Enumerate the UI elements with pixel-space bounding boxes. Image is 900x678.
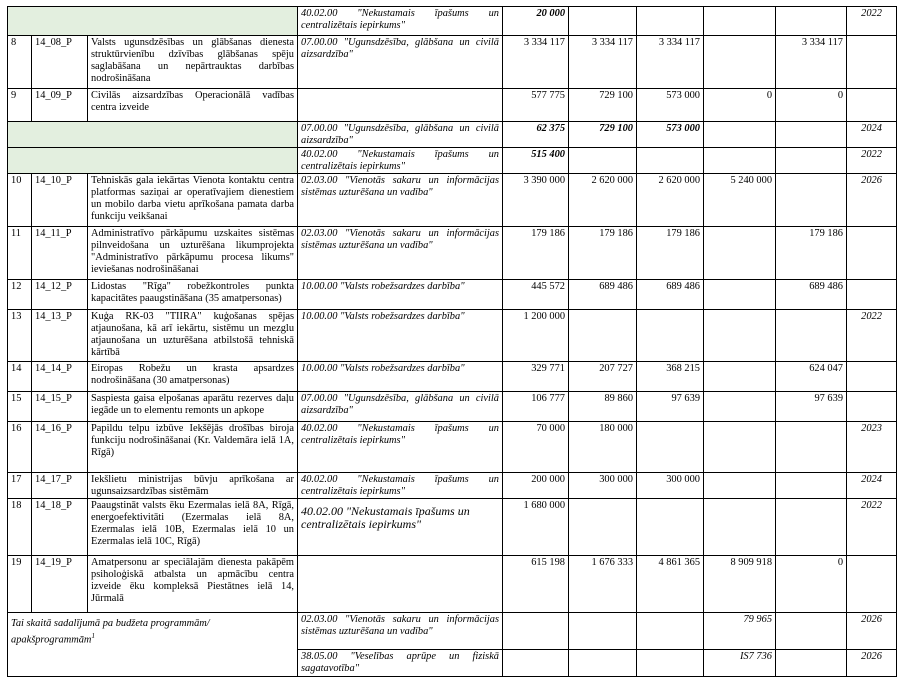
- program-cell: 07.00.00 "Ugunsdzēsība, glābšana un civilā aizsardzība": [298, 36, 503, 89]
- table-row: [8, 556, 897, 613]
- program-cell: 40.02.00 "Nekustamais īpašums un centralizētais iepirkums": [298, 148, 503, 174]
- value-cell: [776, 148, 847, 174]
- value-cell: [776, 310, 847, 362]
- row-number: 8: [8, 36, 32, 89]
- table-row: [8, 227, 897, 280]
- program-cell: 02.03.00 "Vienotās sakaru un informācijas sistēmas uzturēšana un vadība": [298, 174, 503, 227]
- table-subrow: [8, 122, 897, 148]
- program-cell: [298, 556, 503, 613]
- measure-code: 14_14_P: [32, 362, 88, 392]
- value-cell: 8 909 918: [704, 556, 776, 613]
- program-cell: 40.02.00 "Nekustamais īpašums un centralizētais iepirkums": [298, 422, 503, 473]
- table-row: [8, 473, 897, 499]
- value-cell: [569, 499, 637, 556]
- year-cell: 2024: [847, 473, 897, 499]
- measure-name: Valsts ugunsdzēsības un glābšanas dienesta struktūrvienību dzīvības glābšanas spēju saglabāšana un nepārtrauktas darbības nodrošināšana: [88, 36, 298, 89]
- value-cell: [776, 174, 847, 227]
- measure-name: Administratīvo pārkāpumu uzskaites sistēmas pilnveidošana un uzturēšana likumprojekta "Administratīvo pārkāpumu procesa likums" ieviešanas nodrošināšanai: [88, 227, 298, 280]
- value-cell: [704, 392, 776, 422]
- measure-code: 14_08_P: [32, 36, 88, 89]
- value-cell: [503, 613, 569, 650]
- value-cell: 180 000: [569, 422, 637, 473]
- value-cell: [704, 122, 776, 148]
- value-cell: 179 186: [569, 227, 637, 280]
- program-cell: 38.05.00 "Veselības aprūpe un fiziskā sagatavotība": [298, 650, 503, 677]
- measure-name: Lidostas "Rīga" robežkontroles punkta kapacitātes paaugstināšana (35 amatpersonas): [88, 280, 298, 310]
- value-cell: 20 000: [503, 7, 569, 36]
- value-cell: [637, 422, 704, 473]
- year-cell: 2026: [847, 650, 897, 677]
- table-row: [8, 174, 897, 227]
- value-cell: 79 965: [704, 613, 776, 650]
- value-cell: 70 000: [503, 422, 569, 473]
- table-row: [8, 310, 897, 362]
- year-cell: 2023: [847, 422, 897, 473]
- value-cell: [704, 473, 776, 499]
- row-number: 13: [8, 310, 32, 362]
- value-cell: [569, 310, 637, 362]
- value-cell: [569, 148, 637, 174]
- value-cell: [637, 613, 704, 650]
- row-number: 10: [8, 174, 32, 227]
- value-cell: [503, 650, 569, 677]
- measure-code: 14_18_P: [32, 499, 88, 556]
- value-cell: [776, 122, 847, 148]
- row-number: 14: [8, 362, 32, 392]
- table-row: [8, 280, 897, 310]
- value-cell: [569, 613, 637, 650]
- year-cell: [847, 362, 897, 392]
- program-cell: 07.00.00 "Ugunsdzēsība, glābšana un civilā aizsardzība": [298, 392, 503, 422]
- measure-name: Saspiesta gaisa elpošanas aparātu rezerves daļu iegāde un to elementu remonts un apkope: [88, 392, 298, 422]
- value-cell: 573 000: [637, 122, 704, 148]
- year-cell: 2024: [847, 122, 897, 148]
- value-cell: 2 620 000: [569, 174, 637, 227]
- row-number: 19: [8, 556, 32, 613]
- value-cell: 577 775: [503, 89, 569, 122]
- program-cell: 40.02.00 "Nekustamais īpašums un centralizētais iepirkums": [298, 473, 503, 499]
- row-number: 16: [8, 422, 32, 473]
- table-row: [8, 392, 897, 422]
- value-cell: 4 861 365: [637, 556, 704, 613]
- value-cell: [704, 310, 776, 362]
- measure-name: Tehniskās gala iekārtas Vienota kontaktu centra platformas saziņai ar operatīvajiem dienestiem un mobilo darba vietu aprīkošana pamata darba funkciju veikšanai: [88, 174, 298, 227]
- program-cell: 40.02.00 "Nekustamais īpašums un centralizētais iepirkums": [298, 7, 503, 36]
- value-cell: 97 639: [776, 392, 847, 422]
- value-cell: [776, 499, 847, 556]
- program-cell: 10.00.00 "Valsts robežsardzes darbība": [298, 280, 503, 310]
- year-cell: [847, 556, 897, 613]
- measure-code: 14_12_P: [32, 280, 88, 310]
- value-cell: 106 777: [503, 392, 569, 422]
- value-cell: 624 047: [776, 362, 847, 392]
- program-cell: 07.00.00 "Ugunsdzēsība, glābšana un civilā aizsardzība": [298, 122, 503, 148]
- value-cell: 689 486: [569, 280, 637, 310]
- value-cell: 89 860: [569, 392, 637, 422]
- value-cell: 179 186: [776, 227, 847, 280]
- group-spacer-cell: [8, 7, 298, 36]
- value-cell: 1 680 000: [503, 499, 569, 556]
- table-row: [8, 89, 897, 122]
- value-cell: 179 186: [637, 227, 704, 280]
- value-cell: 1 676 333: [569, 556, 637, 613]
- value-cell: [704, 148, 776, 174]
- value-cell: [637, 148, 704, 174]
- value-cell: 0: [776, 89, 847, 122]
- row-number: 15: [8, 392, 32, 422]
- table-body: [8, 7, 897, 677]
- value-cell: 573 000: [637, 89, 704, 122]
- value-cell: [637, 499, 704, 556]
- measure-code: 14_19_P: [32, 556, 88, 613]
- measure-name: Eiropas Robežu un krasta apsardzes nodrošināšana (30 amatpersonas): [88, 362, 298, 392]
- value-cell: [776, 650, 847, 677]
- value-cell: [637, 310, 704, 362]
- year-cell: 2026: [847, 174, 897, 227]
- value-cell: 3 334 117: [503, 36, 569, 89]
- split-row: [8, 613, 897, 650]
- value-cell: [776, 473, 847, 499]
- value-cell: [776, 7, 847, 36]
- measure-code: 14_16_P: [32, 422, 88, 473]
- year-cell: [847, 89, 897, 122]
- value-cell: 729 100: [569, 122, 637, 148]
- row-number: 9: [8, 89, 32, 122]
- year-cell: [847, 392, 897, 422]
- value-cell: 300 000: [637, 473, 704, 499]
- value-cell: 179 186: [503, 227, 569, 280]
- table-row: [8, 499, 897, 556]
- program-cell: 02.03.00 "Vienotās sakaru un informācijas sistēmas uzturēšana un vadība": [298, 613, 503, 650]
- value-cell: 3 334 117: [637, 36, 704, 89]
- value-cell: 368 215: [637, 362, 704, 392]
- value-cell: 300 000: [569, 473, 637, 499]
- measure-code: 14_10_P: [32, 174, 88, 227]
- value-cell: 615 198: [503, 556, 569, 613]
- table-row: [8, 422, 897, 473]
- measure-name: Civilās aizsardzības Operacionālā vadības centra izveide: [88, 89, 298, 122]
- budget-table: [7, 6, 897, 677]
- table-subrow: [8, 148, 897, 174]
- table-subrow: [8, 7, 897, 36]
- measure-code: 14_11_P: [32, 227, 88, 280]
- measure-code: 14_15_P: [32, 392, 88, 422]
- measure-code: 14_17_P: [32, 473, 88, 499]
- table-row: [8, 362, 897, 392]
- year-cell: 2022: [847, 499, 897, 556]
- group-spacer-cell: [8, 122, 298, 148]
- split-label: [8, 613, 298, 677]
- value-cell: [776, 613, 847, 650]
- measure-name: Papildu telpu izbūve Iekšējās drošības biroja funkciju nodrošināšanai (Kr. Valdemāra ielā 1A, Rīgā): [88, 422, 298, 473]
- value-cell: 0: [704, 89, 776, 122]
- value-cell: [704, 362, 776, 392]
- value-cell: [637, 7, 704, 36]
- value-cell: 97 639: [637, 392, 704, 422]
- measure-code: 14_09_P: [32, 89, 88, 122]
- value-cell: 2 620 000: [637, 174, 704, 227]
- measure-name: Amatpersonu ar speciālajām dienesta pakāpēm psiholoģiskā atbalsta un apmācību centra izveide ēku kompleksā Piestātnes ielā 14, Jūrmalā: [88, 556, 298, 613]
- year-cell: [847, 280, 897, 310]
- year-cell: 2026: [847, 613, 897, 650]
- value-cell: [637, 650, 704, 677]
- program-cell: 02.03.00 "Vienotās sakaru un informācijas sistēmas uzturēšana un vadība": [298, 227, 503, 280]
- value-cell: 445 572: [503, 280, 569, 310]
- value-cell: 729 100: [569, 89, 637, 122]
- value-cell: [704, 499, 776, 556]
- value-cell: 3 390 000: [503, 174, 569, 227]
- value-cell: [569, 7, 637, 36]
- value-cell: 200 000: [503, 473, 569, 499]
- row-number: 17: [8, 473, 32, 499]
- value-cell: 62 375: [503, 122, 569, 148]
- year-cell: [847, 227, 897, 280]
- table-row: [8, 36, 897, 89]
- footnote-marker: 1: [91, 632, 95, 640]
- value-cell: 3 334 117: [776, 36, 847, 89]
- year-cell: [847, 36, 897, 89]
- year-cell: 2022: [847, 310, 897, 362]
- value-cell: [704, 227, 776, 280]
- value-cell: 689 486: [776, 280, 847, 310]
- split-label-text: Tai skaitā sadalījumā pa budžeta programmām/ apakšprogrammām: [11, 618, 210, 646]
- value-cell: 1 200 000: [503, 310, 569, 362]
- value-cell: [704, 280, 776, 310]
- value-cell: 0: [776, 556, 847, 613]
- measure-name: Kuģa RK-03 "TIIRA" kuģošanas spējas atjaunošana, kā arī iekārtu, sistēmu un mezglu atjaunošana un uzturēšana atbilstošā tehniskā kārtībā: [88, 310, 298, 362]
- value-cell: [569, 650, 637, 677]
- program-cell: 40.02.00 "Nekustamais īpašums un centralizētais iepirkums": [298, 499, 503, 556]
- year-cell: 2022: [847, 148, 897, 174]
- measure-code: 14_13_P: [32, 310, 88, 362]
- row-number: 18: [8, 499, 32, 556]
- group-spacer-cell: [8, 148, 298, 174]
- value-cell: 5 240 000: [704, 174, 776, 227]
- value-cell: [704, 7, 776, 36]
- value-cell: 3 334 117: [569, 36, 637, 89]
- value-cell: IS7 736: [704, 650, 776, 677]
- value-cell: 689 486: [637, 280, 704, 310]
- program-cell: 10.00.00 "Valsts robežsardzes darbība": [298, 310, 503, 362]
- program-cell: 10.00.00 "Valsts robežsardzes darbība": [298, 362, 503, 392]
- measure-name: Paaugstināt valsts ēku Ezermalas ielā 8A, Rīgā, energoefektivitāti (Ezermalas ielā 8A, Ezermalas ielā 10B, Ezermalas ielā 10 un Ezermalas ielā 10C, Rīgā): [88, 499, 298, 556]
- value-cell: 207 727: [569, 362, 637, 392]
- measure-name: Iekšlietu ministrijas būvju aprīkošana ar ugunsaizsardzības sistēmām: [88, 473, 298, 499]
- program-cell: [298, 89, 503, 122]
- value-cell: [704, 36, 776, 89]
- row-number: 11: [8, 227, 32, 280]
- value-cell: [704, 422, 776, 473]
- value-cell: 515 400: [503, 148, 569, 174]
- value-cell: 329 771: [503, 362, 569, 392]
- value-cell: [776, 422, 847, 473]
- year-cell: 2022: [847, 7, 897, 36]
- row-number: 12: [8, 280, 32, 310]
